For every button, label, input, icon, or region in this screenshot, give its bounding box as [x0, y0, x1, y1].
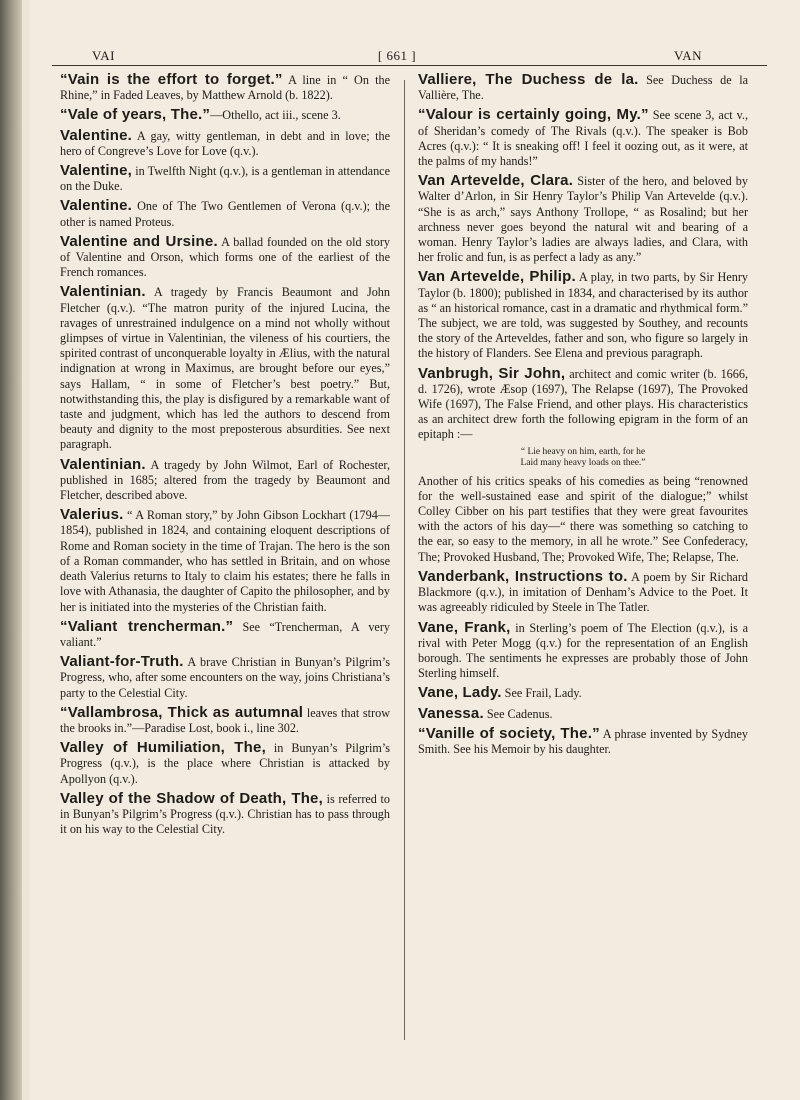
entry-text: —Othello, act iii., scene 3.: [210, 108, 341, 123]
dictionary-entry: [60, 163, 390, 194]
entry-text: One of The Two Gentlemen of Verona (q.v.); the other is named Proteus.: [60, 199, 390, 229]
entry-text: See scene 3, act v., of Sheridan’s comedy of The Rivals (q.v.). The speaker is Bob Acres (q.v.): “ It is sneaking off! I feel it oozing out, as it were, at the palms of my hands!”: [418, 108, 748, 169]
dictionary-entry: [418, 706, 748, 722]
entry-headword: Valentine and Ursine.: [60, 232, 218, 250]
entry-headword: Valentinian.: [60, 283, 146, 301]
entry-text: Sister of the hero, and beloved by Walter d’Arlon, in Sir Henry Taylor’s Philip Van Artevelde (q.v.). “She is as arch,” says Anthony Trollope, “ as Rosalind; but her archness never goes beyond the natural wit and bearing of a woman. Henry Taylor’s ladies are always ladies, and Clara, with her frolic and fun, is as perfect a lady as any.”: [418, 174, 748, 265]
left-column: [60, 72, 390, 841]
entry-text: A poem by Sir Richard Blackmore (q.v.), in imitation of Denham’s Advice to the Poet. It was agreeably ridiculed by Steele in The Tatler.: [418, 569, 748, 615]
page-number: [ 661 ]: [377, 48, 417, 63]
dictionary-entry: [60, 619, 390, 650]
entry-text: A gay, witty gentleman, in debt and in love; the hero of Congreve’s Love for Love (q.v.).: [60, 128, 390, 158]
entry-text: See “Trencherman, A very valiant.”: [60, 619, 390, 649]
epigram-quote: [418, 447, 748, 469]
entry-headword: “Valiant trencherman.”: [60, 617, 234, 635]
entry-headword: Valentine,: [60, 162, 133, 180]
header-left-guideword: VAI: [92, 48, 115, 63]
entry-text: A brave Christian in Bunyan’s Pilgrim’s Progress, who, after some encounters on the way, joins Christiana’s party to the Celestial City.: [60, 655, 390, 700]
entry-text: architect and comic writer (b. 1666, d. 1726), wrote Æsop (1697), The Relapse (1697), The Provoked Wife (1697), The False Friend, and other plays. His characteristics as an architect drew forth the following epigram in the form of an epitaph :—: [418, 366, 748, 442]
right-column: [418, 72, 748, 761]
entry-headword: Vane, Lady.: [418, 684, 502, 702]
entry-text: in Sterling’s poem of The Election (q.v.), is a rival with Peter Mogg (q.v.) for the representation of an English borough. The sentiments he expresses are probably those of John Sterling himself.: [418, 620, 748, 681]
entry-text: A line in “ On the Rhine,” in Faded Leaves, by Matthew Arnold (b. 1822).: [60, 73, 391, 103]
dictionary-entry: [60, 284, 390, 452]
entry-text: A phrase invented by Sydney Smith. See his Memoir by his daughter.: [418, 726, 748, 756]
dictionary-entry: [418, 685, 748, 701]
entry-headword: Valley of the Shadow of Death, The,: [60, 789, 323, 807]
entry-headword: Valiant-for-Truth.: [60, 653, 184, 671]
header-right-guideword: VAN: [674, 48, 702, 63]
entry-headword: Vanbrugh, Sir John,: [418, 364, 566, 382]
entry-text: See Duchess de la Vallière, The.: [418, 73, 748, 103]
entry-text: A ballad founded on the old story of Valentine and Orson, which forms one of the earliest of the French romances.: [60, 234, 390, 280]
entry-headword: Valerius.: [60, 506, 124, 524]
dictionary-entry: [418, 366, 748, 443]
entry-text: in Bunyan’s Pilgrim’s Progress (q.v.), is the place where Christian is attacked by Apollyon (q.v.).: [60, 741, 390, 786]
entry-text: See Cadenus.: [483, 706, 553, 721]
dictionary-entry: [60, 457, 390, 504]
entry-headword: “Vain is the effort to forget.”: [60, 71, 283, 88]
dictionary-entry: [418, 269, 748, 361]
entry-headword: “Vallambrosa, Thick as autumnal: [60, 703, 304, 721]
dictionary-entry: [418, 474, 748, 565]
entry-headword: Van Artevelde, Philip.: [418, 268, 576, 286]
dictionary-entry: [418, 726, 748, 757]
entry-headword: Valentinian.: [60, 455, 146, 473]
entry-headword: Valentine.: [60, 197, 133, 215]
entry-text: A tragedy by Francis Beaumont and John Fletcher (q.v.). “The matron purity of the injured Lucina, the ravages of unrestrained indulgence on a mind not wholly without glimpses of virtue in Valentinian, the vileness of his courtiers, the spirited contrast of unconquerable loyalty in Ælius, with the natural indignation at wrong in Maximus, are brought before our eyes,” says Hallam, “ in some of Fletcher’s best poetry.” But, notwithstanding this, the play is disfigured by a remarkable want of taste and judgment, which has led the authors to descend from beauty and dignity to the most preposterous absurdities. See next paragraph.: [60, 285, 390, 452]
quote-line: Laid many heavy loads on thee.”: [520, 457, 646, 468]
dictionary-entry: [60, 791, 390, 838]
entry-text: Another of his critics speaks of his comedies as being “renowned for the well-sustained ease and spirit of the dialogue;” whilst Colley Cibber on his part testifies that they were great favourites with the actors of his day—“ there was something so catching to the ear, so easy to the memory, in all he wrote.” See Confederacy, The; Provoked Husband, The; Provoked Wife, The; Relapse, The.: [418, 473, 748, 564]
entry-headword: Valentine.: [60, 126, 133, 144]
dictionary-entry: [60, 198, 390, 229]
dictionary-entry: [418, 569, 748, 616]
entry-headword: Vanderbank, Instructions to.: [418, 567, 628, 585]
dictionary-entry: [418, 72, 748, 103]
column-divider: [404, 80, 405, 1040]
entry-headword: Vanessa.: [418, 704, 484, 722]
dictionary-entry: [60, 705, 390, 736]
dictionary-entry: [60, 128, 390, 159]
entry-text: is referred to in Bunyan’s Pilgrim’s Progress (q.v.). Christian has to pass through it on his way to the Celestial City.: [60, 791, 390, 837]
entry-headword: “Valour is certainly going, My.”: [418, 106, 649, 124]
dictionary-entry: [418, 173, 748, 265]
quote-line: “ Lie heavy on him, earth, for he: [520, 446, 646, 457]
dictionary-entry: [418, 620, 748, 682]
dictionary-entry: [60, 507, 390, 614]
entry-headword: “Vanille of society, The.”: [418, 724, 600, 742]
dictionary-entry: [60, 72, 390, 103]
running-header: [92, 48, 702, 70]
entry-headword: Van Artevelde, Clara.: [418, 172, 574, 190]
entry-text: See Frail, Lady.: [501, 686, 582, 701]
entry-headword: “Vale of years, The.”: [60, 106, 211, 124]
dictionary-entry: [60, 107, 390, 123]
book-binding-edge: [0, 0, 22, 1100]
entry-text: leaves that strow the brooks in.”—Paradise Lost, book i., line 302.: [60, 705, 390, 735]
dictionary-entry: [60, 234, 390, 281]
entry-text: “ A Roman story,” by John Gibson Lockhart (1794—1854), published in 1824, and containing eloquent descriptions of Rome and Roman society in the time of Trajan. The hero is the son of a Roman commander, who has settled in Britain, and on whose death Valerius returns to Italy to claim his estates; there he falls in love with Athanasia, the daughter of Capito the philosopher, and by her is initiated into the mysteries of the Christian faith.: [60, 508, 390, 614]
dictionary-entry: [418, 107, 748, 169]
header-rule: [52, 65, 767, 66]
entry-text: A tragedy by John Wilmot, Earl of Rochester, published in 1685; altered from the tragedy by Beaumont and Fletcher, described above.: [60, 457, 390, 503]
entry-headword: Valliere, The Duchess de la.: [418, 71, 639, 88]
dictionary-entry: [60, 740, 390, 787]
dictionary-entry: [60, 654, 390, 701]
entry-text: A play, in two parts, by Sir Henry Taylor (b. 1800); published in 1834, and characterised by its author as “ an historical romance, cast in a dramatic and rhythmical form.” The subject, we are told, was suggested by Southey, and recounts the story of the Arteveldes, father and son, who figure so largely in the history of Flanders. See Elena and previous paragraph.: [418, 270, 748, 361]
entry-text: in Twelfth Night (q.v.), is a gentleman in attendance on the Duke.: [60, 164, 390, 194]
entry-headword: Vane, Frank,: [418, 618, 511, 636]
entry-headword: Valley of Humiliation, The,: [60, 739, 266, 757]
